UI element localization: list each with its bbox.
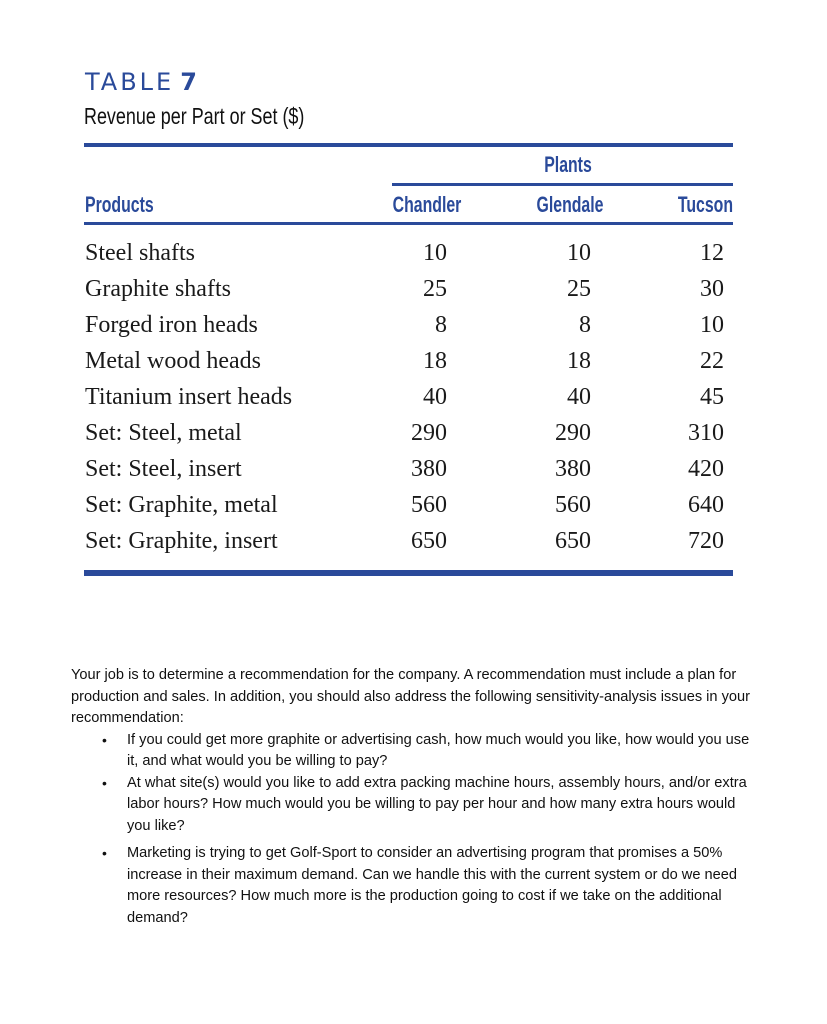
table-label bbox=[85, 68, 200, 96]
table-bottom-rule bbox=[84, 570, 733, 576]
tucson-value: 12 bbox=[700, 240, 724, 266]
glendale-value: 290 bbox=[555, 420, 591, 446]
chandler-value: 290 bbox=[411, 420, 447, 446]
glendale-value: 40 bbox=[567, 384, 591, 410]
glendale-value: 380 bbox=[555, 456, 591, 482]
col-header-products: Products bbox=[85, 192, 154, 217]
col-header-tucson: Tucson bbox=[677, 192, 733, 217]
table-row bbox=[0, 528, 827, 564]
glendale-value: 560 bbox=[555, 492, 591, 518]
table-label-text: TABLE bbox=[85, 68, 175, 96]
table-row bbox=[0, 276, 827, 312]
bullet-icon: • bbox=[102, 731, 107, 748]
chandler-value: 40 bbox=[423, 384, 447, 410]
product-name: Graphite shafts bbox=[85, 276, 231, 302]
product-name: Set: Graphite, metal bbox=[85, 492, 278, 518]
product-name: Steel shafts bbox=[85, 240, 195, 266]
plants-rule bbox=[392, 183, 733, 186]
chandler-value: 560 bbox=[411, 492, 447, 518]
table-row bbox=[0, 492, 827, 528]
header-rule bbox=[84, 222, 733, 225]
product-name: Metal wood heads bbox=[85, 348, 261, 374]
chandler-value: 650 bbox=[411, 528, 447, 554]
glendale-value: 25 bbox=[567, 276, 591, 302]
product-name: Set: Graphite, insert bbox=[85, 528, 278, 554]
table-row bbox=[0, 240, 827, 276]
table-number: 7 bbox=[180, 68, 200, 96]
table-row bbox=[0, 312, 827, 348]
bullet-text: If you could get more graphite or advertising cash, how much would you like, how would you use it, and what would you be willing to pay? bbox=[127, 731, 750, 769]
table-top-rule bbox=[84, 143, 733, 147]
glendale-value: 18 bbox=[567, 348, 591, 374]
assignment-text bbox=[71, 665, 761, 929]
product-name: Titanium insert heads bbox=[85, 384, 293, 410]
bullet-icon: • bbox=[102, 845, 107, 861]
tucson-value: 22 bbox=[700, 348, 724, 374]
product-name: Set: Steel, metal bbox=[85, 420, 242, 446]
tucson-value: 45 bbox=[700, 384, 724, 410]
intro-paragraph: Your job is to determine a recommendation for the company. A recommendation must include a plan for production and sales. In addition, you should also address the following sensitivity-analysis issues in your recommendation: bbox=[71, 667, 750, 726]
chandler-value: 10 bbox=[423, 240, 447, 266]
list-item bbox=[71, 773, 761, 838]
product-name: Set: Steel, insert bbox=[85, 456, 242, 482]
col-header-glendale: Glendale bbox=[536, 192, 604, 217]
bullet-list bbox=[71, 730, 761, 930]
col-header-chandler: Chandler bbox=[392, 192, 462, 217]
table-row bbox=[0, 348, 827, 384]
bullet-text: Marketing is trying to get Golf-Sport to consider an advertising program that promises a 50% increase in their maximum demand. Can we handle this with the current system or do we need more resources? How much more is the production going to cost if we take on the additional demand? bbox=[127, 845, 737, 926]
chandler-value: 18 bbox=[423, 348, 447, 374]
chandler-value: 8 bbox=[435, 312, 447, 338]
table-row bbox=[0, 420, 827, 456]
product-name: Forged iron heads bbox=[85, 312, 258, 338]
glendale-value: 10 bbox=[567, 240, 591, 266]
tucson-value: 310 bbox=[688, 420, 724, 446]
tucson-value: 10 bbox=[700, 312, 724, 338]
glendale-value: 8 bbox=[579, 312, 591, 338]
list-item bbox=[71, 730, 761, 773]
chandler-value: 25 bbox=[423, 276, 447, 302]
plants-group-header: Plants bbox=[544, 152, 592, 177]
bullet-text: At what site(s) would you like to add extra packing machine hours, assembly hours, and/or extra labor hours? How much would you be willing to pay per hour and how many extra hours would you like? bbox=[127, 774, 747, 834]
chandler-value: 380 bbox=[411, 456, 447, 482]
tucson-value: 720 bbox=[688, 528, 724, 554]
tucson-value: 30 bbox=[700, 276, 724, 302]
tucson-value: 420 bbox=[688, 456, 724, 482]
list-item bbox=[71, 843, 761, 929]
tucson-value: 640 bbox=[688, 492, 724, 518]
table-title: Revenue per Part or Set ($) bbox=[84, 103, 305, 129]
bullet-icon: • bbox=[102, 774, 107, 791]
glendale-value: 650 bbox=[555, 528, 591, 554]
table-row bbox=[0, 384, 827, 420]
table-row bbox=[0, 456, 827, 492]
